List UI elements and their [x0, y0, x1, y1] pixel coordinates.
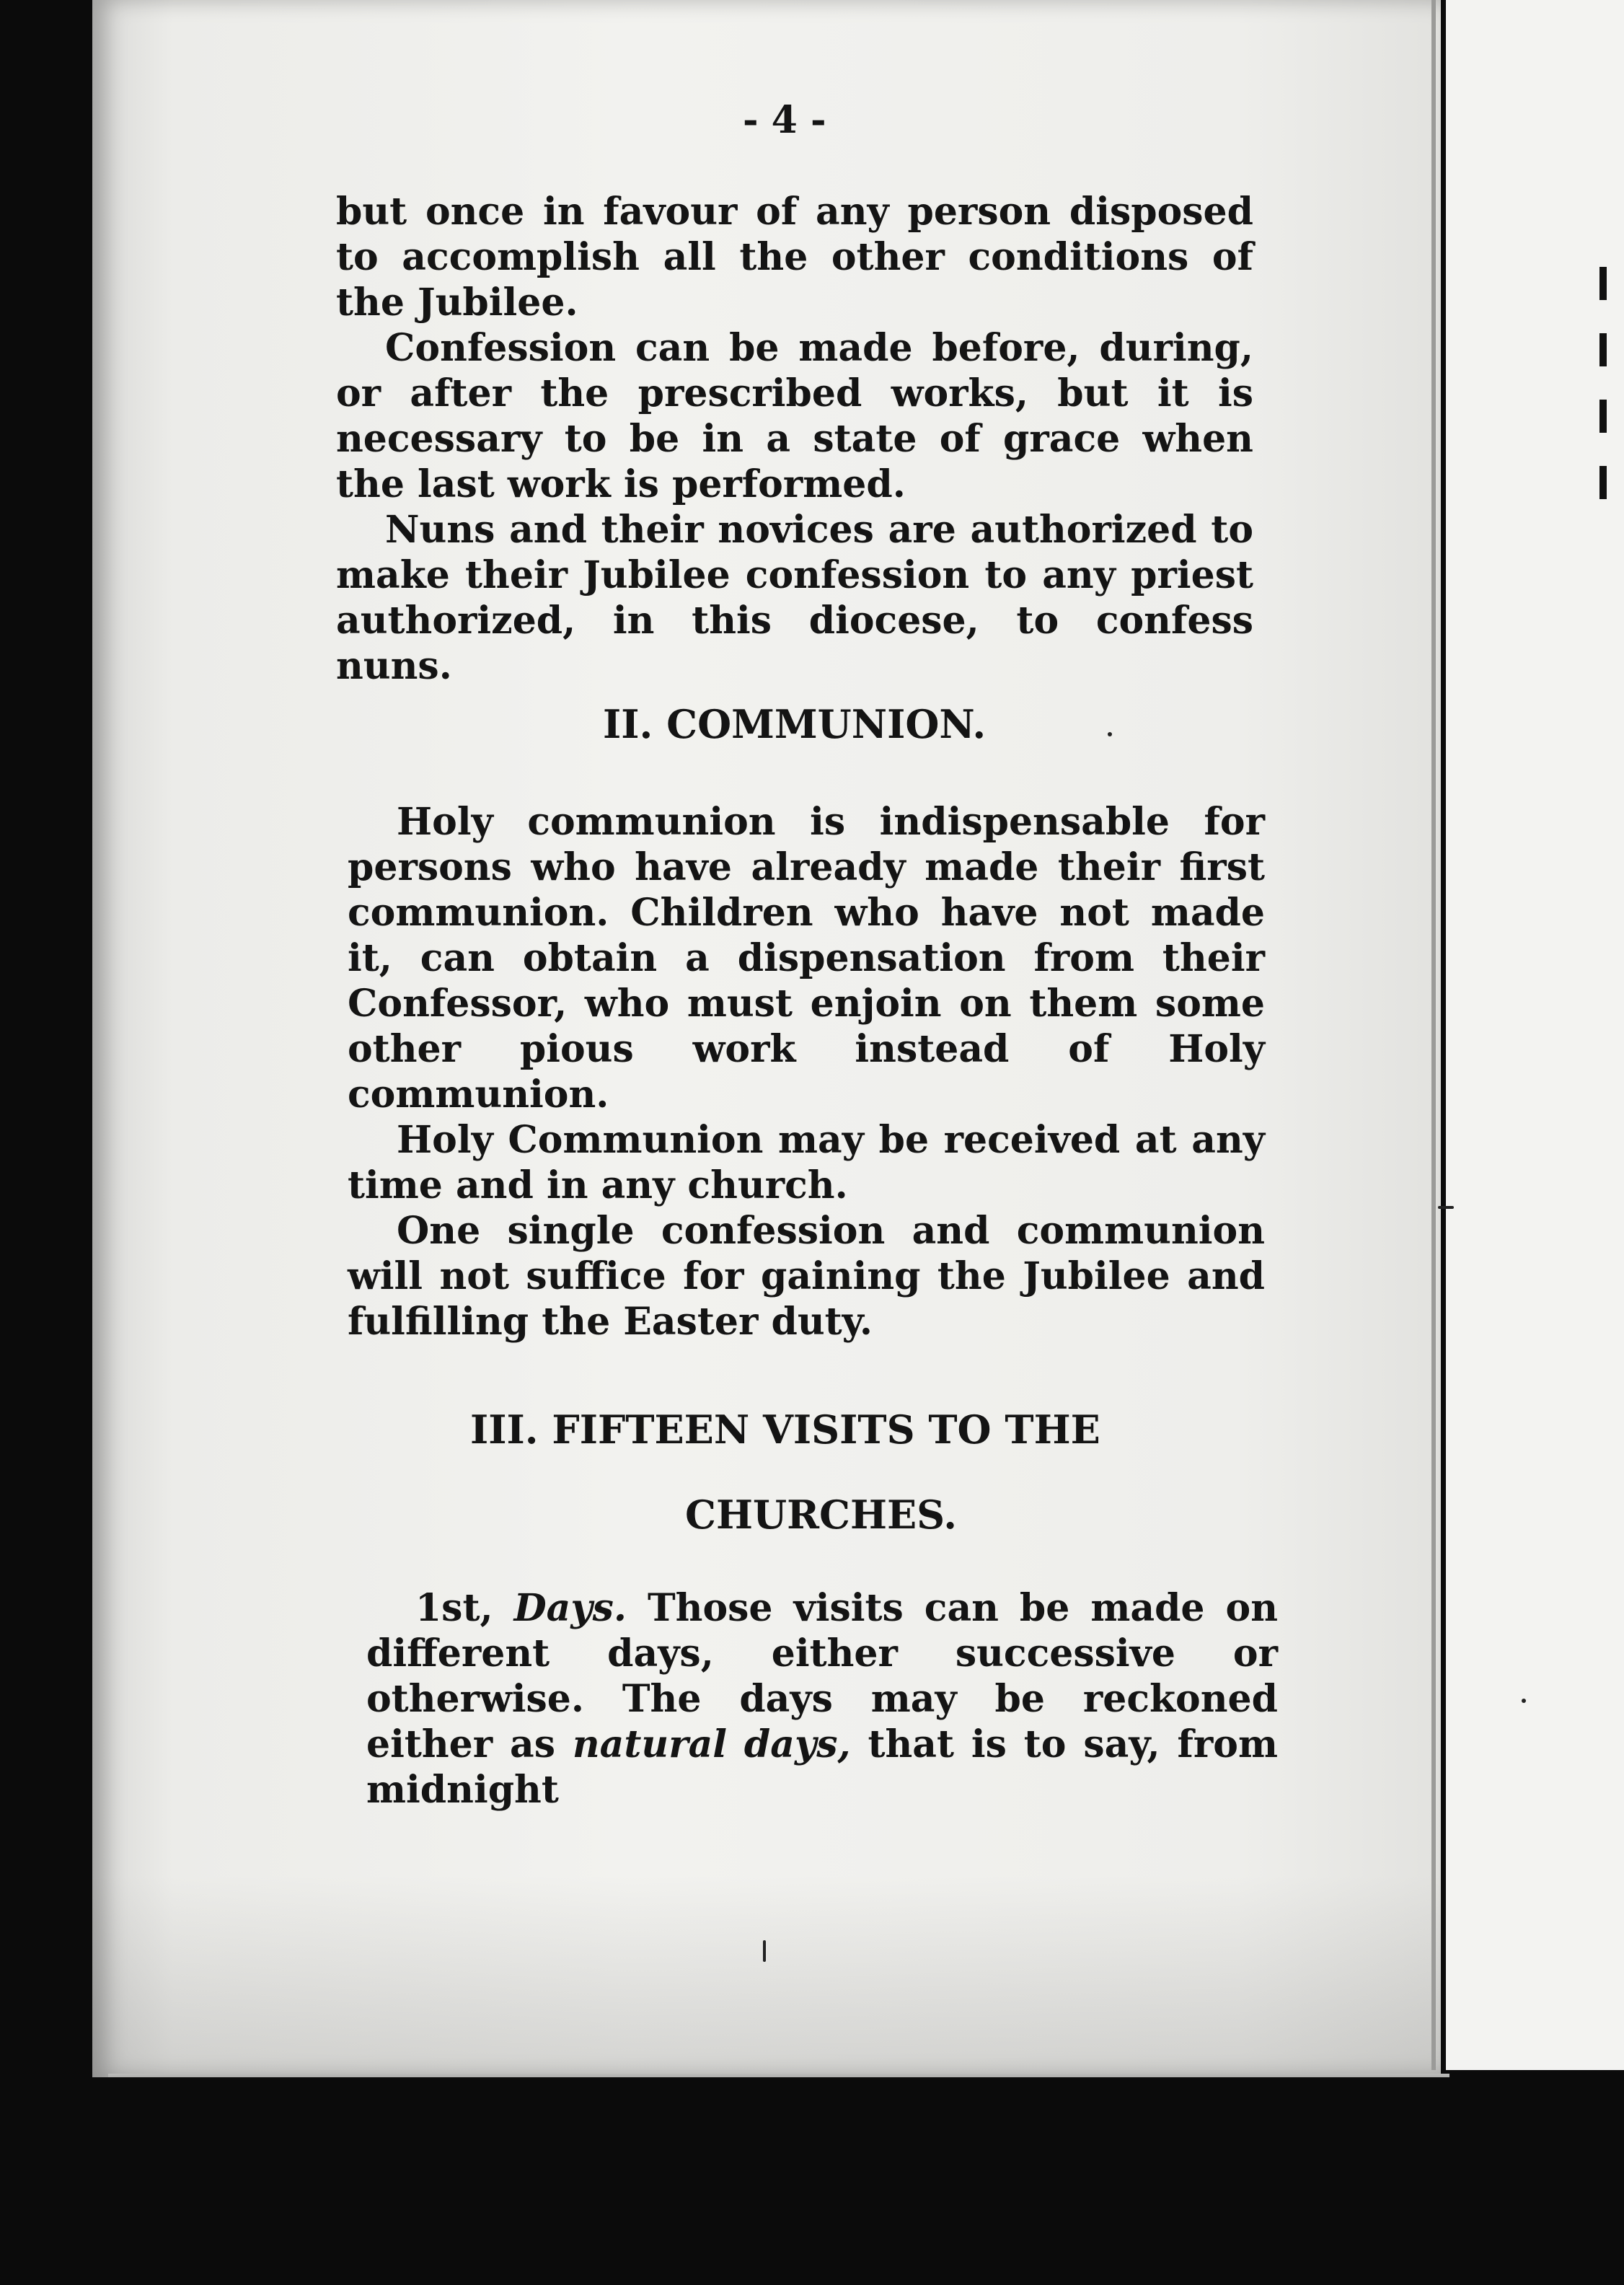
- intro-paragraph-1: but once in favour of any person disposed to accomplish all the other conditions of the Jubilee.: [336, 190, 1253, 325]
- intro-text-block: [336, 189, 1253, 689]
- visits-tail: that is to say, from midnight: [366, 1722, 1279, 1812]
- adjacent-page-edge: [1446, 0, 1624, 2070]
- natural-days-term: natural days,: [572, 1722, 851, 1766]
- page-fold-line: [1431, 0, 1436, 2070]
- intro-paragraph-2: Confession can be made before, during, or after the prescribed works, but it is necessary to be in a state of grace when the last work is performed.: [336, 326, 1253, 506]
- scan-background: [0, 2077, 1624, 2285]
- communion-paragraph-3: One single confession and communion will not suffice for gaining the Jubilee and fulfilling the Easter duty.: [348, 1209, 1265, 1344]
- ink-speck: [1438, 1206, 1454, 1209]
- communion-heading: II. COMMUNION.: [603, 701, 987, 747]
- visits-body: Those visits can be made on different days, either successive or otherwise. The days may be reckoned either as: [366, 1586, 1278, 1766]
- visits-paragraph-1: [366, 1585, 1278, 1813]
- adjacent-page-text-fragments: [1599, 267, 1612, 570]
- visits-lead: 1st,: [415, 1586, 514, 1630]
- days-term: Days.: [513, 1586, 627, 1630]
- visits-text-block: [366, 1585, 1278, 1813]
- page-shadow: [92, 1875, 1441, 2092]
- communion-text-block: [348, 799, 1265, 1344]
- ink-speck: [763, 1940, 766, 1962]
- visits-heading-line-2: CHURCHES.: [685, 1492, 957, 1538]
- ink-speck: [1522, 1699, 1526, 1703]
- communion-paragraph-2: Holy Communion may be received at any time and in any church.: [348, 1118, 1265, 1207]
- visits-heading-line-1: III. FIFTEEN VISITS TO THE: [470, 1406, 1100, 1453]
- ink-speck: [1108, 732, 1112, 736]
- page-number: - 4 -: [743, 98, 826, 142]
- intro-paragraph-3: Nuns and their novices are authorized to make their Jubilee confession to any priest authorized, in this diocese, to confess nuns.: [336, 508, 1253, 688]
- communion-paragraph-1: Holy communion is indispensable for persons who have already made their first communion. Children who have not made it, can obtain a dispensation from their Confessor, who must enjoin on them some other pious work instead of Holy communion.: [348, 800, 1265, 1117]
